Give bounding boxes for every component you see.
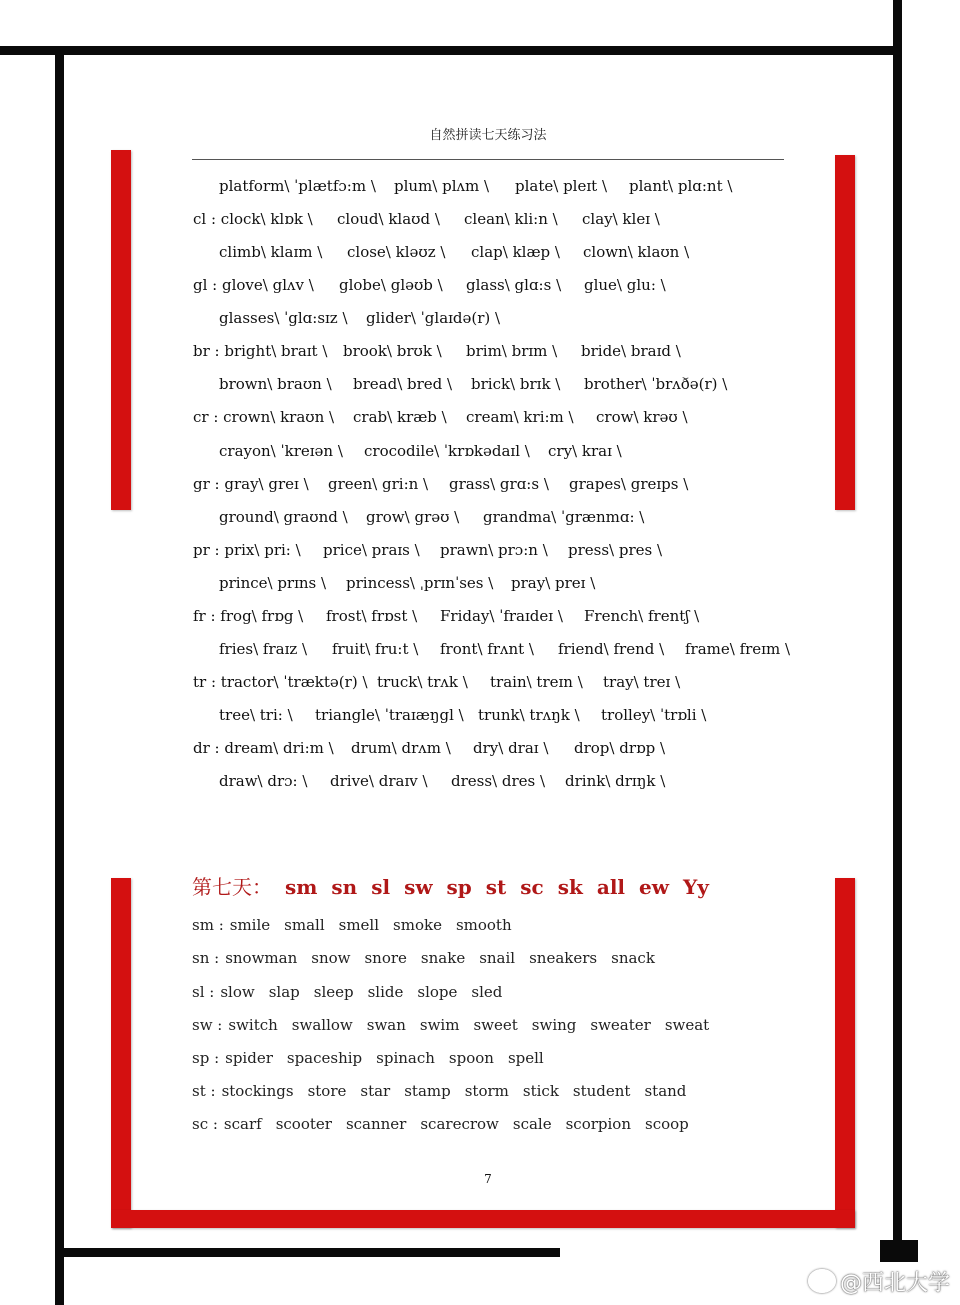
- blend-label: sc: [520, 875, 544, 899]
- phonics-entry: brown\ braʊn \: [219, 375, 332, 393]
- frame-bar-right: [893, 0, 902, 1242]
- word-item: spoon: [448, 1049, 494, 1067]
- phonics-entry: drop\ drɒp \: [574, 739, 666, 757]
- frame-block-corner: [880, 1240, 918, 1262]
- phonics-entry: globe\ gləʊb \: [339, 276, 443, 294]
- phonics-entry: gl : glove\ glʌv \: [193, 276, 314, 294]
- word-item: scoop: [645, 1115, 689, 1133]
- phonics-entry: draw\ drɔ: \: [219, 772, 308, 790]
- phonics-entry: ground\ graʊnd \: [219, 508, 348, 526]
- phonics-entry: clap\ klæp \: [471, 243, 560, 261]
- phonics-entry: grapes\ greɪps \: [569, 475, 689, 493]
- blend-label: ew: [639, 875, 669, 899]
- word-item: student: [572, 1082, 631, 1100]
- frame-bar-left: [55, 46, 64, 1305]
- phonics-entry: cream\ kri:m \: [466, 408, 574, 426]
- blend-label: Yy: [682, 875, 709, 899]
- phonics-entry: front\ frʌnt \: [440, 640, 534, 658]
- word-item: star: [360, 1082, 391, 1100]
- phonics-entry: tray\ treɪ \: [603, 673, 681, 691]
- phonics-entry: crocodile\ ˈkrɒkədaɪl \: [364, 442, 530, 460]
- frame-bar-top: [0, 46, 902, 55]
- phonics-entry: triangle\ ˈtraɪæŋgl \: [315, 706, 464, 724]
- word-list-row: [192, 949, 669, 967]
- phonics-entry: fr : frog\ frɒg \: [193, 607, 304, 625]
- word-item: scarecrow: [420, 1115, 499, 1133]
- phonics-entry: crayon\ ˈkreɪən \: [219, 442, 343, 460]
- blend-label: sm: [284, 875, 318, 899]
- phonics-entry: pr : prix\ pri: \: [193, 541, 301, 559]
- phonics-entry: fries\ fraɪz \: [219, 640, 308, 658]
- phonics-entry: tree\ tri: \: [219, 706, 293, 724]
- phonics-entry: glue\ glu: \: [584, 276, 666, 294]
- word-item: slap: [268, 983, 300, 1001]
- word-item: snowman: [225, 949, 298, 967]
- phonics-entry: climb\ klaɪm \: [219, 243, 323, 261]
- red-bar-right-bottom: [835, 878, 855, 1228]
- blend-label: all: [596, 875, 626, 899]
- word-list-label: sc :: [192, 1115, 218, 1133]
- phonics-entry: cl : clock\ klɒk \: [193, 210, 313, 228]
- frame-bar-bottom: [64, 1248, 560, 1257]
- phonics-entry: gr : gray\ greɪ \: [193, 475, 309, 493]
- page-header-title: 自然拼读七天练习法: [429, 128, 547, 143]
- phonics-entry: brother\ ˈbrʌðə(r) \: [584, 375, 728, 393]
- word-item: scale: [512, 1115, 552, 1133]
- phonics-entry: prawn\ prɔ:n \: [440, 541, 548, 559]
- phonics-entry: cry\ kraɪ \: [548, 442, 622, 460]
- phonics-entry: glass\ glɑ:s \: [466, 276, 562, 294]
- word-list-label: st :: [192, 1082, 216, 1100]
- day-seven-heading: [192, 871, 723, 900]
- red-bar-left-bottom: [111, 878, 131, 1228]
- phonics-entry: tr : tractor\ ˈtræktə(r) \: [193, 673, 368, 691]
- phonics-entry: brim\ brɪm \: [466, 342, 558, 360]
- word-list-row: [192, 1016, 723, 1034]
- phonics-entry: plum\ plʌm \: [394, 177, 490, 195]
- word-item: stand: [644, 1082, 687, 1100]
- word-item: snow: [311, 949, 351, 967]
- phonics-entry: plant\ plɑ:nt \: [629, 177, 733, 195]
- phonics-entry: clay\ kleɪ \: [582, 210, 660, 228]
- phonics-entry: green\ gri:n \: [328, 475, 429, 493]
- weibo-watermark: [808, 1266, 950, 1297]
- phonics-entry: trunk\ trʌŋk \: [478, 706, 580, 724]
- word-item: scanner: [345, 1115, 407, 1133]
- word-item: sleep: [313, 983, 354, 1001]
- phonics-entry: drum\ drʌm \: [351, 739, 451, 757]
- phonics-entry: grandma\ ˈgrænmɑ: \: [483, 508, 645, 526]
- word-item: snack: [611, 949, 655, 967]
- phonics-entry: trolley\ ˈtrɒli \: [601, 706, 707, 724]
- word-list-label: sn :: [192, 949, 220, 967]
- phonics-entry: close\ kləʊz \: [347, 243, 446, 261]
- phonics-entry: crow\ krəʊ \: [596, 408, 688, 426]
- day-seven-label: 第七天：: [192, 875, 272, 899]
- blend-label: sn: [331, 875, 358, 899]
- phonics-entry: princess\ ˌprɪnˈses \: [346, 574, 494, 592]
- blend-label: sk: [557, 875, 583, 899]
- word-item: spell: [507, 1049, 544, 1067]
- word-item: swan: [366, 1016, 406, 1034]
- phonics-entry: cr : crown\ kraʊn \: [193, 408, 335, 426]
- word-list-row: [192, 916, 526, 934]
- phonics-entry: frost\ frɒst \: [326, 607, 418, 625]
- word-item: switch: [228, 1016, 278, 1034]
- phonics-entry: truck\ trʌk \: [377, 673, 468, 691]
- word-item: snore: [364, 949, 407, 967]
- weibo-logo-icon: [808, 1269, 836, 1293]
- phonics-entry: crab\ kræb \: [353, 408, 447, 426]
- word-list-label: sw :: [192, 1016, 223, 1034]
- word-item: smoke: [393, 916, 442, 934]
- phonics-entry: drink\ drɪŋk \: [565, 772, 666, 790]
- word-item: storm: [464, 1082, 509, 1100]
- phonics-entry: bride\ braɪd \: [581, 342, 681, 360]
- phonics-entry: French\ frentʃ \: [584, 607, 700, 625]
- word-item: stick: [522, 1082, 559, 1100]
- word-list-label: sp :: [192, 1049, 220, 1067]
- word-item: scooter: [275, 1115, 332, 1133]
- phonics-entry: glider\ ˈglaɪdə(r) \: [366, 309, 501, 327]
- blend-label: sp: [446, 875, 472, 899]
- word-item: stamp: [404, 1082, 451, 1100]
- word-item: spider: [225, 1049, 273, 1067]
- phonics-entry: dress\ dres \: [451, 772, 546, 790]
- word-item: spaceship: [286, 1049, 363, 1067]
- word-item: smooth: [455, 916, 512, 934]
- page-number: 7: [484, 1172, 492, 1186]
- word-item: snake: [420, 949, 466, 967]
- phonics-entry: grow\ grəʊ \: [366, 508, 460, 526]
- blend-label: st: [485, 875, 507, 899]
- word-item: sweet: [473, 1016, 518, 1034]
- blend-label: sw: [404, 875, 433, 899]
- header-divider: [192, 159, 784, 160]
- phonics-entry: grass\ grɑ:s \: [449, 475, 549, 493]
- word-item: smile: [229, 916, 271, 934]
- phonics-entry: platform\ ˈplætfɔ:m \: [219, 177, 376, 195]
- red-bar-left-top: [111, 150, 131, 510]
- phonics-entry: bread\ bred \: [353, 375, 453, 393]
- phonics-entry: fruit\ fru:t \: [332, 640, 419, 658]
- watermark-text: @西北大学: [840, 1271, 951, 1296]
- phonics-entry: Friday\ ˈfraɪdeɪ \: [440, 607, 563, 625]
- phonics-entry: cloud\ klaʊd \: [337, 210, 440, 228]
- red-bar-right-top: [835, 155, 855, 510]
- word-item: slide: [367, 983, 404, 1001]
- phonics-entry: clean\ kli:n \: [464, 210, 558, 228]
- phonics-entry: drive\ draɪv \: [330, 772, 428, 790]
- word-item: store: [307, 1082, 347, 1100]
- word-item: sneakers: [529, 949, 598, 967]
- phonics-entry: plate\ pleɪt \: [515, 177, 607, 195]
- word-list-row: [192, 1049, 558, 1067]
- word-item: sled: [471, 983, 503, 1001]
- phonics-entry: glasses\ ˈglɑ:sɪz \: [219, 309, 348, 327]
- word-item: sweater: [590, 1016, 651, 1034]
- phonics-entry: dry\ draɪ \: [473, 739, 549, 757]
- phonics-entry: press\ pres \: [568, 541, 663, 559]
- phonics-entry: brook\ brʊk \: [343, 342, 442, 360]
- word-item: slope: [417, 983, 458, 1001]
- word-list-label: sm :: [192, 916, 224, 934]
- phonics-entry: pray\ preɪ \: [511, 574, 596, 592]
- phonics-entry: br : bright\ braɪt \: [193, 342, 328, 360]
- word-list-row: [192, 1082, 700, 1100]
- word-list-label: sl :: [192, 983, 215, 1001]
- word-item: stockings: [221, 1082, 294, 1100]
- word-item: scarf: [223, 1115, 262, 1133]
- word-item: spinach: [376, 1049, 435, 1067]
- word-item: snail: [479, 949, 516, 967]
- word-item: scorpion: [565, 1115, 631, 1133]
- phonics-entry: frame\ freɪm \: [685, 640, 791, 658]
- word-item: small: [284, 916, 325, 934]
- phonics-entry: friend\ frend \: [558, 640, 665, 658]
- phonics-entry: prince\ prɪns \: [219, 574, 327, 592]
- word-list-row: [192, 1115, 703, 1133]
- phonics-entry: clown\ klaʊn \: [583, 243, 690, 261]
- phonics-entry: train\ treɪn \: [490, 673, 583, 691]
- word-item: swim: [419, 1016, 460, 1034]
- word-item: slow: [220, 983, 255, 1001]
- phonics-entry: dr : dream\ dri:m \: [193, 739, 334, 757]
- red-bar-bottom: [111, 1210, 855, 1228]
- phonics-entry: brick\ brɪk \: [471, 375, 561, 393]
- word-item: swallow: [291, 1016, 353, 1034]
- phonics-entry: price\ praɪs \: [323, 541, 420, 559]
- word-item: smell: [338, 916, 380, 934]
- word-item: sweat: [664, 1016, 710, 1034]
- word-item: swing: [531, 1016, 577, 1034]
- word-list-row: [192, 983, 516, 1001]
- blend-label: sl: [371, 875, 391, 899]
